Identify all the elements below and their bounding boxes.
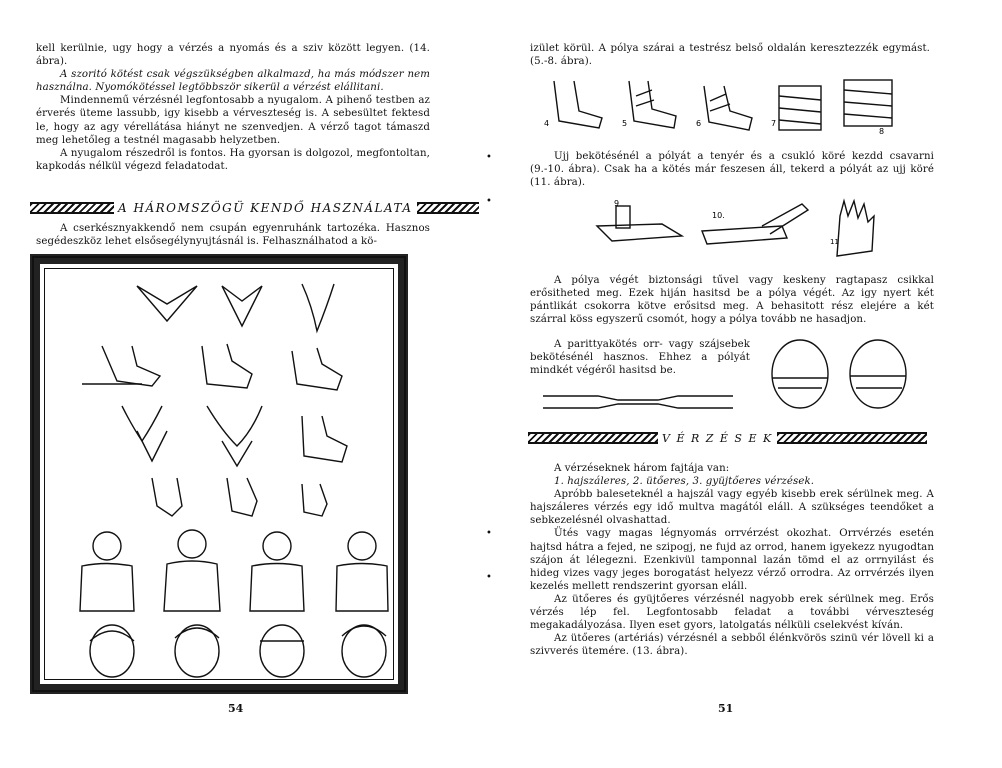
gutter-mark: • (486, 152, 492, 163)
heading-text: V É R Z É S E K (662, 431, 773, 445)
paragraph: A pólya végét biztonsági tűvel vagy keskeny ragtapasz csikkal erősitheted meg. Ezek hiján hasitsd be a pólya végét. Az igy nyert két pántlikát csokorra kötve erősitsd meg. A behasitott rész elejére a két szárral köss egyszerű csomót, hogy a pólya tovább ne hasadjon. (530, 275, 934, 326)
figure-label: 10. (712, 211, 725, 220)
sling-figures (80, 530, 388, 611)
left-page (0, 0, 480, 768)
paragraph: Apróbb baleseteknél a hajszál vagy egyéb kisebb erek sérülnek meg. A hajszáleres vérzés egy idő multva magától eláll. A szükséges teendőket a sebkezelésnél olvashattad. (530, 489, 934, 527)
right-top-text (530, 42, 930, 68)
paragraph: Az ütőeres és gyüjtőeres vérzésnél nagyobb erek sérülnek meg. Erős vérzés lép fel. Legfontosabb feladat a további vérveszteség megakadályozása. Ilyen eset gyors, latolgatás nélküli cselekvést kíván. (530, 593, 934, 632)
paragraph: kell kerülnie, ugy hogy a vérzés a nyomás és a sziv között legyen. (14. ábra). (36, 43, 430, 68)
figure-label: 4 (544, 119, 550, 128)
paragraph: Ütés vagy magas légnyomás orrvérzést okozhat. Orrvérzés esetén hajtsd hátra a fejed, ne szipogj, ne fujd az orrod, hanem igyekezz nyugodtan szájon át lélegezni. Ezenkivül tamponnal lazán tömd el az orrnyilást és hideg vizes vagy jeges borogatást helyezz vérző orrodra. Az orrvérzés ilyen kezelés mellett rendszerint gyorsan eláll. (530, 528, 934, 592)
triangular-bandage-illustrations (42, 266, 396, 682)
hand-bandage-figures (152, 478, 327, 516)
ornament-band (777, 432, 927, 444)
heading-text: A HÁROMSZÖGÜ KENDŐ HASZNÁLATA (118, 201, 413, 215)
ornament-band (528, 432, 658, 444)
gutter-mark: • (486, 196, 492, 207)
hand-knot-figures (122, 406, 347, 466)
ornament-band (30, 202, 114, 214)
paragraph: Ujj bekötésénél a pólyát a tenyér és a csukló köré kezdd csavarni (9.-10. ábra). Csak ha a kötés már feszesen áll, tekerd a pólyát az ujj köré (11. ábra). (530, 151, 934, 189)
page-number: 54 (228, 702, 244, 715)
figure-label: 9 (614, 199, 620, 208)
right-bottom-text (530, 462, 934, 658)
fold-figures (137, 284, 334, 331)
paragraph: 1. hajszáleres, 2. ütőeres, 3. gyüjtőeres vérzések. (554, 476, 815, 488)
gutter-mark: • (486, 572, 492, 583)
figure-label: 6 (696, 119, 702, 128)
foot-figures (82, 344, 342, 390)
right-page (522, 0, 1002, 768)
finger-bandage-figures (592, 196, 892, 266)
paragraph: A vérzéseknek három fajtája van: (554, 463, 730, 474)
figure-label: 5 (622, 119, 628, 128)
left-intro-text (36, 222, 430, 248)
head-bandage-figures (90, 625, 386, 677)
figure-label: 11 (830, 238, 839, 246)
illustration-frame (30, 254, 408, 694)
gutter-mark: • (486, 528, 492, 539)
sling-head-figures (760, 336, 930, 416)
ornament-band (417, 202, 479, 214)
section-heading (30, 200, 432, 216)
ankle-bandage-figures (534, 76, 904, 138)
figure-label: 7 (771, 119, 777, 128)
paragraph: A szoritó kötést csak végszükségben alkalmazd, ha más módszer nem használna. Nyomókötéssel legtöbbször sikerül a vérzést elállitani. (36, 69, 430, 94)
right-safety-text (530, 274, 934, 326)
right-finger-text (530, 150, 934, 189)
figure-label: 8 (879, 127, 885, 136)
paragraph: A cserkésznyakkendő nem csupán egyenruhánk tartozéka. Hasznos segédeszköz lehet elsősegélynyujtásnál is. Felhasználhatod a kö- (36, 223, 430, 248)
page-number: 51 (718, 702, 734, 715)
paragraph: A nyugalom részedről is fontos. Ha gyorsan is dolgozol, megfontoltan, kapkodás nélkül végezd feladatodat. (36, 147, 430, 172)
paragraph: Az ütőeres (artériás) vérzésnél a sebből élénkvörös szinü vér lövell ki a szivverés ütemére. (13. ábra). (530, 633, 934, 658)
paragraph: Mindennemű vérzésnél legfontosabb a nyugalom. A pihenő testben az érverés üteme lassubb, igy kisebb a vérveszteség is. A sebesültet fektesd le, hogy az agy vérellátása hiányt ne szenvedjen. A vérző tagot támaszd meg lehetőleg a testnél magasabb helyzetben. (36, 95, 430, 146)
paragraph: A parittyakötés orr- vagy szájsebek bekötésénél hasznos. Ehhez a pólyát mindkét végéről hasitsd be. (530, 339, 750, 377)
right-sling-text (530, 338, 750, 377)
left-top-text (36, 42, 430, 173)
paragraph: izület körül. A pólya szárai a testrész belső oldalán keresztezzék egymást. (5.-8. ábra). (530, 43, 930, 68)
split-bandage-figure (538, 388, 738, 414)
section-heading (528, 430, 938, 446)
